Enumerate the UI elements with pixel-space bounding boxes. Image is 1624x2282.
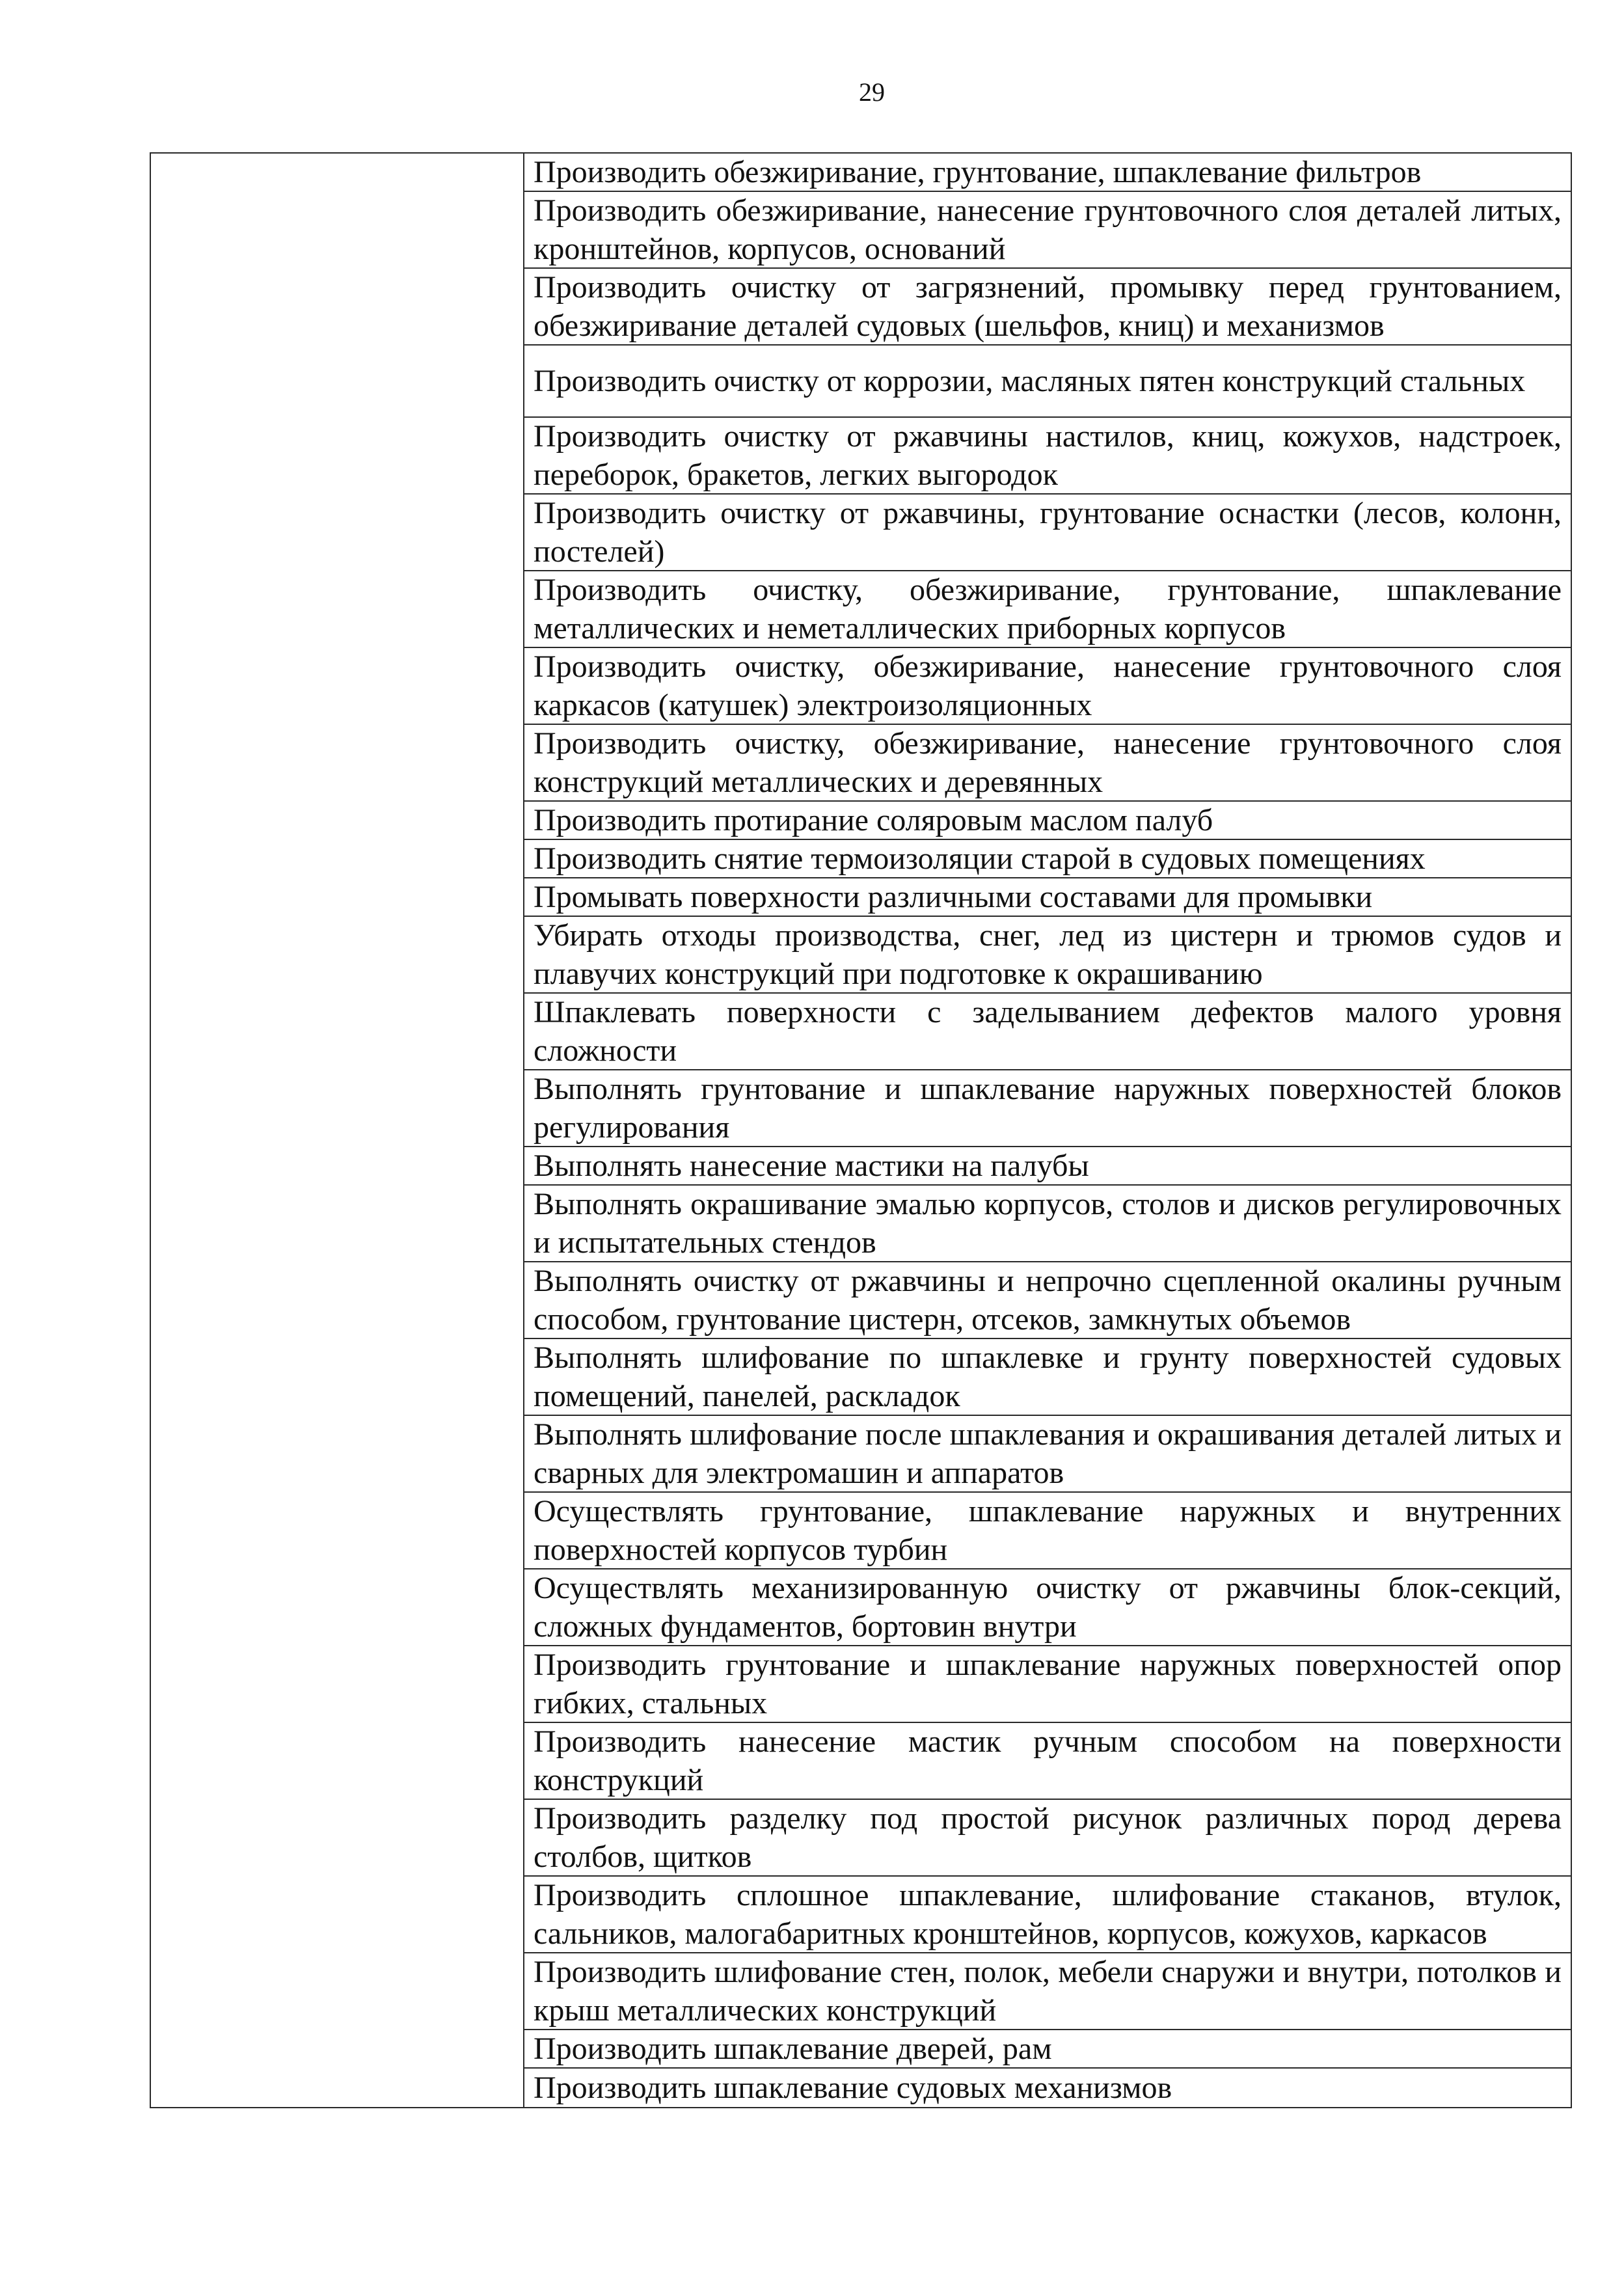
table-row [524, 840, 1571, 878]
table-row [524, 1953, 1571, 2030]
table-row [524, 1800, 1571, 1877]
table-row [524, 192, 1571, 269]
task-text: Выполнять грунтование и шпаклевание наружных поверхностей блоков регулирования [534, 1072, 1562, 1145]
table-row [524, 2069, 1571, 2107]
table-row [524, 2030, 1571, 2069]
empty-left-column [151, 154, 524, 2107]
table-row [524, 1493, 1571, 1569]
task-text: Производить очистку, обезжиривание, нанесение грунтовочного слоя конструкций металлических и деревянных [534, 726, 1562, 799]
table-row [524, 1070, 1571, 1147]
task-text: Производить снятие термоизоляции старой в судовых помещениях [534, 841, 1426, 876]
task-text: Производить очистку от ржавчины, грунтование оснастки (лесов, колонн, постелей) [534, 496, 1562, 569]
task-text: Производить нанесение мастик ручным способом на поверхности конструкций [534, 1724, 1562, 1797]
table-row [524, 495, 1571, 571]
table-row [524, 1646, 1571, 1723]
page-number: 29 [859, 77, 885, 107]
table-row [524, 802, 1571, 840]
task-text: Производить шпаклевание судовых механизмов [534, 2071, 1172, 2105]
task-text: Производить очистку, обезжиривание, нанесение грунтовочного слоя каркасов (катушек) электроизоляционных [534, 649, 1562, 722]
table-row [524, 1339, 1571, 1416]
task-text: Производить грунтование и шпаклевание наружных поверхностей опор гибких, стальных [534, 1648, 1562, 1720]
task-text: Выполнять окрашивание эмалью корпусов, столов и дисков регулировочных и испытательных стендов [534, 1187, 1562, 1260]
task-text: Выполнять нанесение мастики на палубы [534, 1148, 1089, 1183]
table-row [524, 648, 1571, 725]
table-row [524, 1877, 1571, 1953]
table-row [524, 1147, 1571, 1186]
task-text: Производить шпаклевание дверей, рам [534, 2031, 1052, 2066]
table-row [524, 418, 1571, 495]
table-row [524, 1186, 1571, 1262]
task-text: Осуществлять механизированную очистку от ржавчины блок-секций, сложных фундаментов, бортовин внутри [534, 1571, 1562, 1644]
task-text: Производить обезжиривание, нанесение грунтовочного слоя деталей литых, кронштейнов, корпусов, оснований [534, 193, 1562, 266]
task-list-column [524, 154, 1571, 2107]
table-row [524, 917, 1571, 994]
task-text: Производить протирание соляровым маслом палуб [534, 803, 1213, 837]
table-row [524, 154, 1571, 192]
task-text: Промывать поверхности различными составами для промывки [534, 880, 1373, 914]
table-row [524, 1262, 1571, 1339]
task-text: Выполнять очистку от ржавчины и непрочно сцепленной окалины ручным способом, грунтование цистерн, отсеков, замкнутых объемов [534, 1264, 1562, 1337]
task-text: Производить шлифование стен, полок, мебели снаружи и внутри, потолков и крыш металлических конструкций [534, 1955, 1562, 2028]
task-text: Шпаклевать поверхности с заделыванием дефектов малого уровня сложности [534, 995, 1562, 1068]
task-text: Производить разделку под простой рисунок различных пород дерева столбов, щитков [534, 1801, 1562, 1874]
task-text: Убирать отходы производства, снег, лед из цистерн и трюмов судов и плавучих конструкций при подготовке к окрашиванию [534, 918, 1562, 991]
task-text: Производить очистку, обезжиривание, грунтование, шпаклевание металлических и неметаллических приборных корпусов [534, 573, 1562, 645]
table-row [524, 878, 1571, 917]
table-row [524, 994, 1571, 1070]
table-row [524, 346, 1571, 418]
table-row [524, 571, 1571, 648]
task-text: Производить очистку от коррозии, масляных пятен конструкций стальных [534, 364, 1526, 398]
task-text: Осуществлять грунтование, шпаклевание наружных и внутренних поверхностей корпусов турбин [534, 1494, 1562, 1567]
table-row [524, 269, 1571, 346]
task-text: Выполнять шлифование по шпаклевке и грунту поверхностей судовых помещений, панелей, раскладок [534, 1340, 1562, 1413]
task-text: Производить очистку от ржавчины настилов, книц, кожухов, надстроек, переборок, бракетов, легких выгородок [534, 419, 1562, 492]
table-row [524, 1416, 1571, 1493]
table-row [524, 725, 1571, 802]
table-row [524, 1569, 1571, 1646]
task-text: Производить обезжиривание, грунтование, шпаклевание фильтров [534, 155, 1422, 189]
task-text: Производить очистку от загрязнений, промывку перед грунтованием, обезжиривание деталей судовых (шельфов, книц) и механизмов [534, 270, 1562, 343]
labor-functions-table [150, 152, 1572, 2108]
task-text: Выполнять шлифование после шпаклевания и окрашивания деталей литых и сварных для электромашин и аппаратов [534, 1417, 1562, 1490]
table-row [524, 1723, 1571, 1800]
task-text: Производить сплошное шпаклевание, шлифование стаканов, втулок, сальников, малогабаритных кронштейнов, корпусов, кожухов, каркасов [534, 1878, 1562, 1951]
